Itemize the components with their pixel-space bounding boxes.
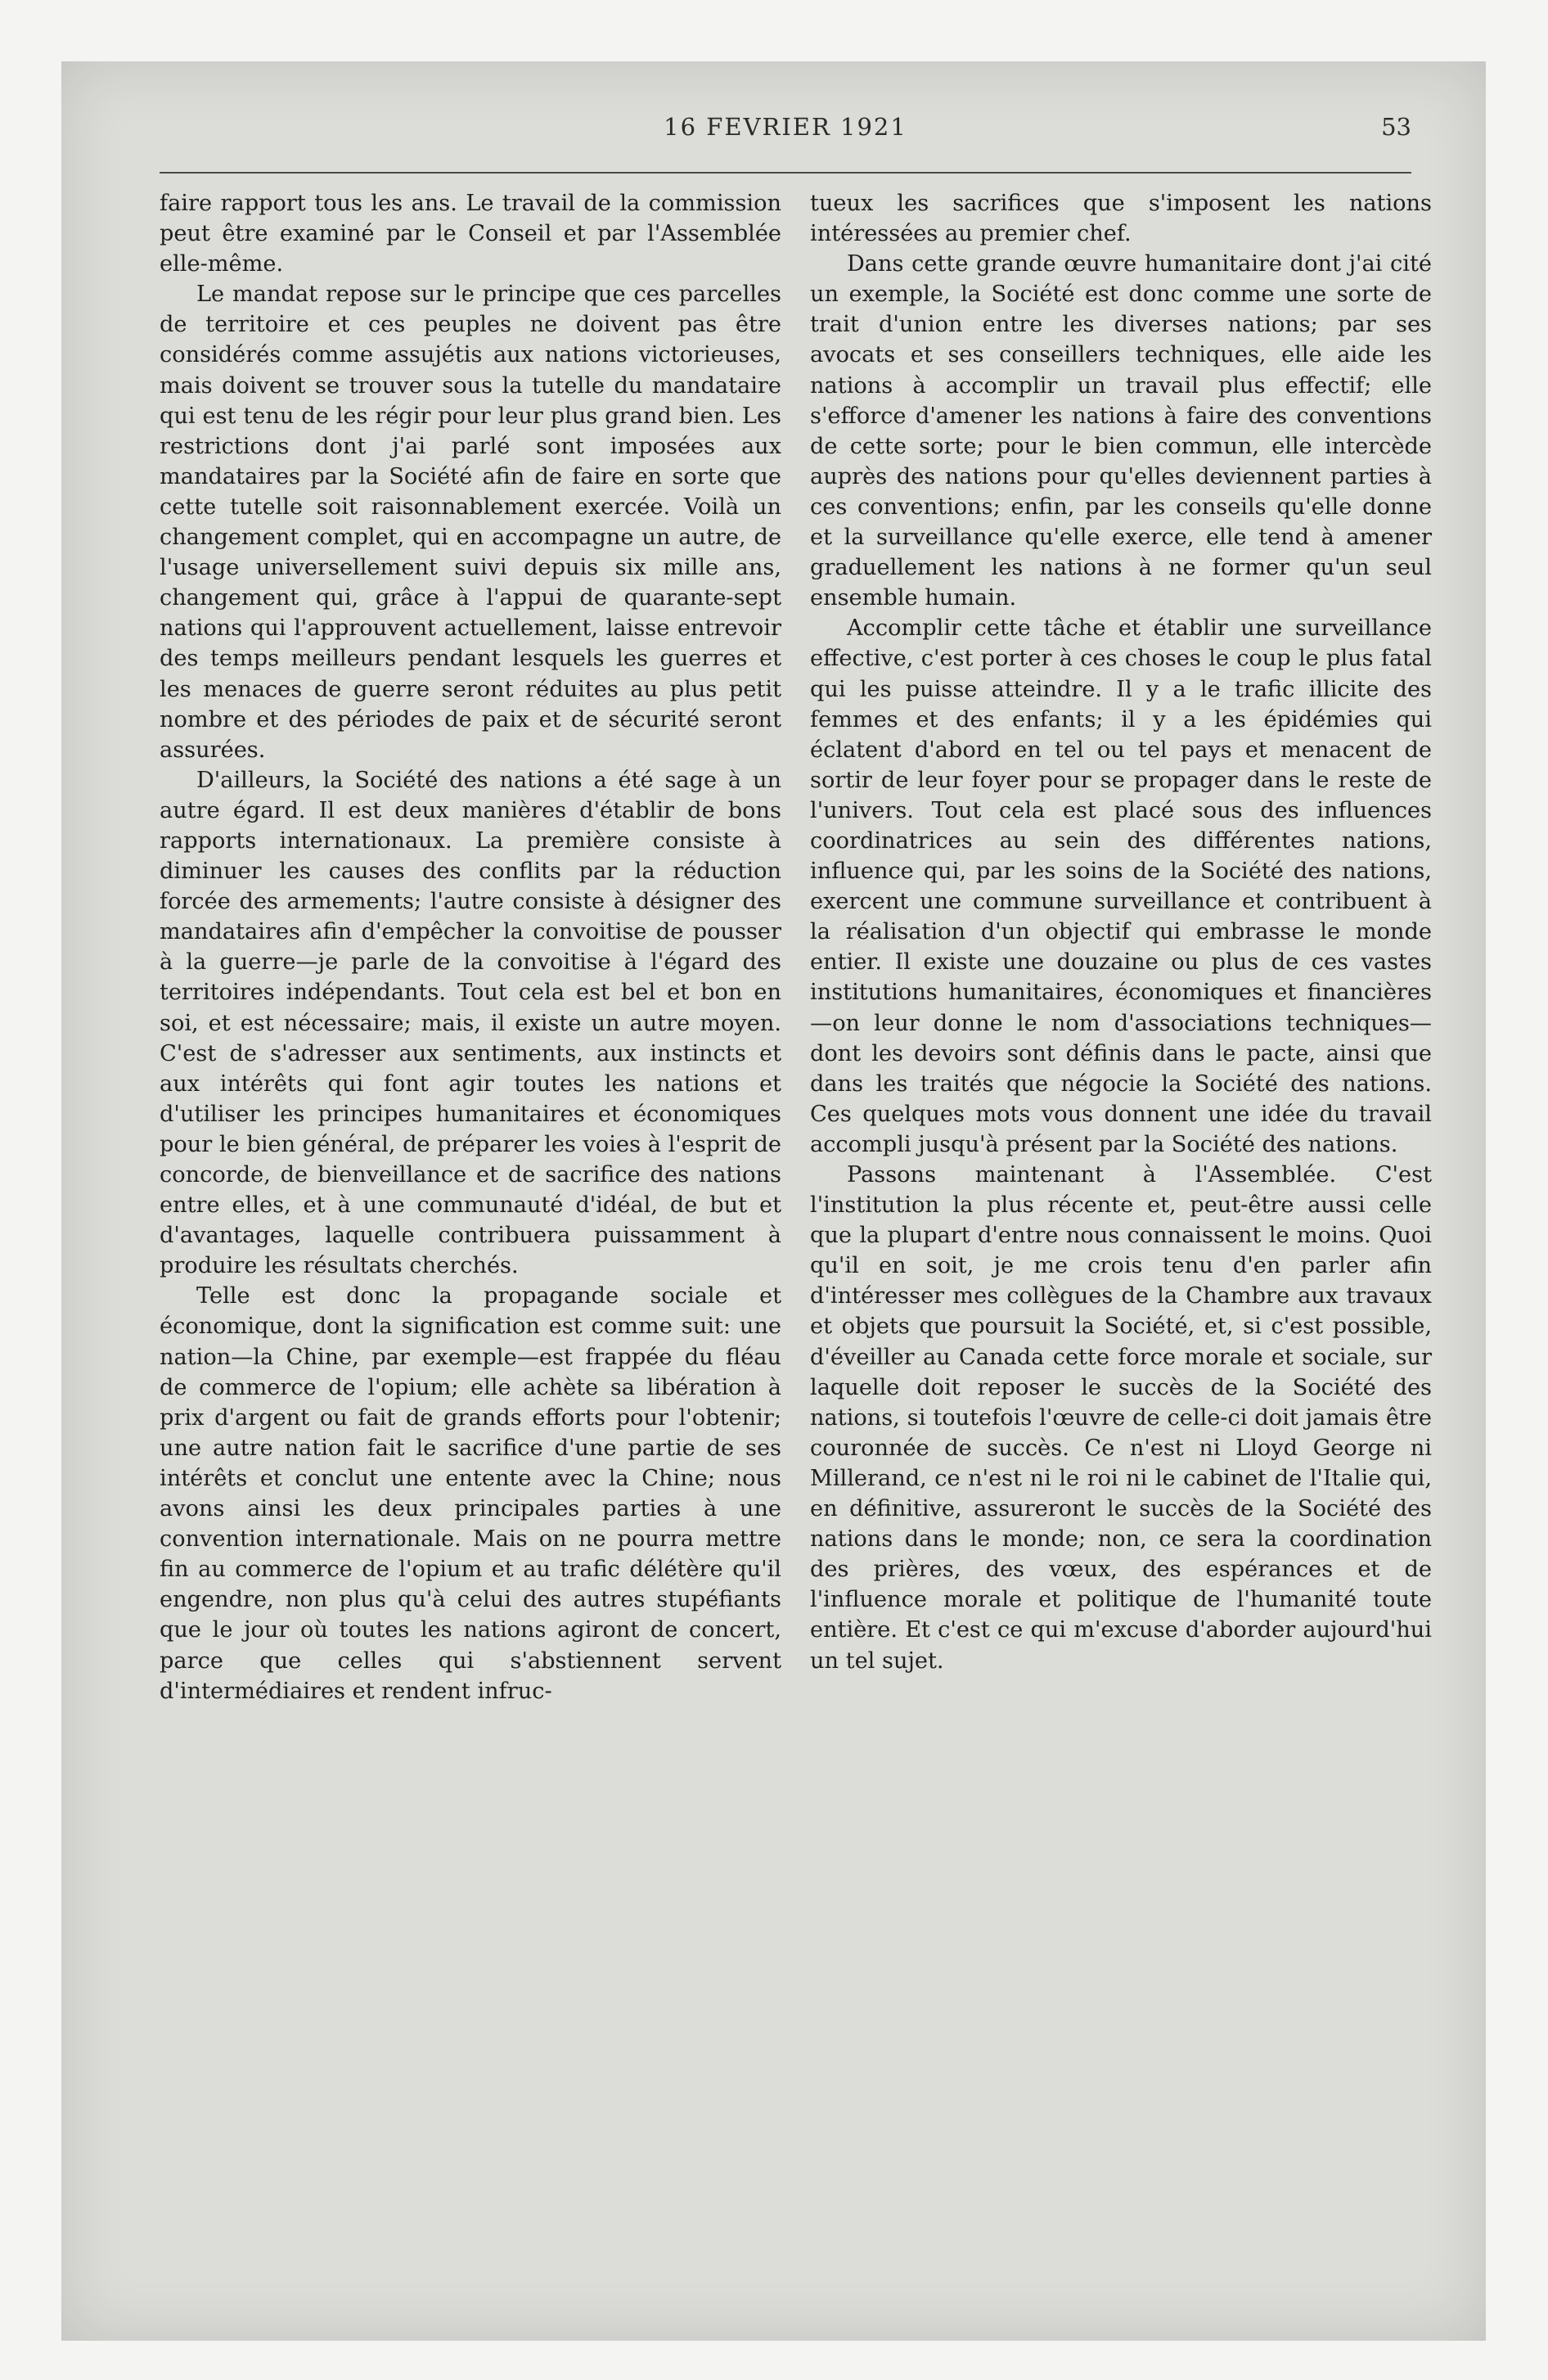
right-column (810, 188, 1432, 1676)
paragraph: Dans cette grande œuvre humanitaire dont j'ai cité un exemple, la Société est donc comme une sorte de trait d'union entre les diverses nations; par ses avocats et ses conseillers techniques, elle aide les nations à accomplir un travail plus effectif; elle s'efforce d'amener les nations à faire des conventions de cette sorte; pour le bien commun, elle intercède auprès des nations pour qu'elles deviennent parties à ces conventions; enfin, par les conseils qu'elle donne et la surveillance qu'elle exerce, elle tend à amener graduellement les nations à ne former qu'un seul ensemble humain. (810, 251, 1432, 611)
paragraph: Telle est donc la propagande sociale et économique, dont la signification est comme suit: une nation—la Chine, par exemple—est frappée du fléau de commerce de l'opium; elle achète sa libération à prix d'argent ou fait de grands efforts pour l'obtenir; une autre nation fait le sacrifice d'une partie de ses intérêts et conclut une entente avec la Chine; nous avons ainsi les deux principales parties à une convention internationale. Mais on ne pourra mettre fin au commerce de l'opium et au trafic délétère qu'il engendre, non plus qu'à celui des autres stupéfiants que le jour où toutes les nations agiront de concert, parce que celles qui s'abstiennent servent d'intermédiaires et rendent infruc- (160, 1283, 781, 1704)
page-number: 53 (1381, 113, 1411, 141)
paragraph: Passons maintenant à l'Assemblée. C'est l'institution la plus récente et, peut-être aussi celle que la plupart d'entre nous connaissent le moins. Quoi qu'il en soit, je me crois tenu d'en parler afin d'intéresser mes collègues de la Chambre aux travaux et objets que poursuit la Société, et, si c'est possible, d'éveiller au Canada cette force morale et sociale, sur laquelle doit reposer le succès de la Société des nations, si toutefois l'œuvre de celle-ci doit jamais être couronnée de succès. Ce n'est ni Lloyd George ni Millerand, ce n'est ni le roi ni le cabinet de l'Italie qui, en définitive, assureront le succès de la Société des nations dans le monde; non, ce sera la coordination des prières, des vœux, des espérances et de l'influence morale et politique de l'humanité toute entière. Et c'est ce qui m'excuse d'aborder aujourd'hui un tel sujet. (810, 1162, 1432, 1674)
page-header (160, 113, 1411, 154)
paragraph: Le mandat repose sur le principe que ces parcelles de territoire et ces peuples ne doivent pas être considérés comme assujétis aux nations victorieuses, mais doivent se trouver sous la tutelle du mandataire qui est tenu de les régir pour leur plus grand bien. Les restrictions dont j'ai parlé sont imposées aux mandataires par la Société afin de faire en sorte que cette tutelle soit raisonnablement exercée. Voilà un changement complet, qui en accompagne un autre, de l'usage universellement suivi depuis six mille ans, changement qui, grâce à l'appui de quarante-sept nations qui l'approuvent actuellement, laisse entrevoir des temps meilleurs pendant lesquels les guerres et les menaces de guerre seront réduites au plus petit nombre et des périodes de paix et de sécurité seront assurées. (160, 282, 781, 763)
paragraph: faire rapport tous les ans. Le travail de la commission peut être examiné par le Conseil et par l'Assemblée elle-même. (160, 191, 781, 277)
paragraph: D'ailleurs, la Société des nations a été sage à un autre égard. Il est deux manières d'établir de bons rapports internationaux. La première consiste à diminuer les causes des conflits par la réduction forcée des armements; l'autre consiste à désigner des mandataires afin d'empêcher la convoitise de pousser à la guerre—je parle de la convoitise à l'égard des territoires indépendants. Tout cela est bel et bon en soi, et est nécessaire; mais, il existe un autre moyen. C'est de s'adresser aux sentiments, aux instincts et aux intérêts qui font agir toutes les nations et d'utiliser les principes humanitaires et économiques pour le bien général, de préparer les voies à l'esprit de concorde, de bienveillance et de sacrifice des nations entre elles, et à une communauté d'idéal, de but et d'avantages, laquelle contribuera puissamment à produire les résultats cherchés. (160, 767, 781, 1279)
header-rule (160, 172, 1411, 174)
left-column (160, 188, 781, 1706)
paragraph: Accomplir cette tâche et établir une surveillance effective, c'est porter à ces choses le coup le plus fatal qui les puisse atteindre. Il y a le trafic illicite des femmes et des enfants; il y a les épidémies qui éclatent d'abord en tel ou tel pays et menacent de sortir de leur foyer pour se propager dans le reste de l'univers. Tout cela est placé sous des influences coordinatrices au sein des différentes nations, influence qui, par les soins de la Société des nations, exercent une commune surveillance et contribuent à la réalisation d'un objectif qui embrasse le monde entier. Il existe une douzaine ou plus de ces vastes institutions humanitaires, économiques et financières—on leur donne le nom d'associations techniques—dont les devoirs sont définis dans le pacte, ainsi que dans les traités que négocie la Société des nations. Ces quelques mots vous donnent une idée du travail accompli jusqu'à présent par la Société des nations. (810, 615, 1432, 1157)
header-date: 16 FEVRIER 1921 (664, 113, 907, 141)
paragraph: tueux les sacrifices que s'imposent les nations intéressées au premier chef. (810, 191, 1432, 247)
